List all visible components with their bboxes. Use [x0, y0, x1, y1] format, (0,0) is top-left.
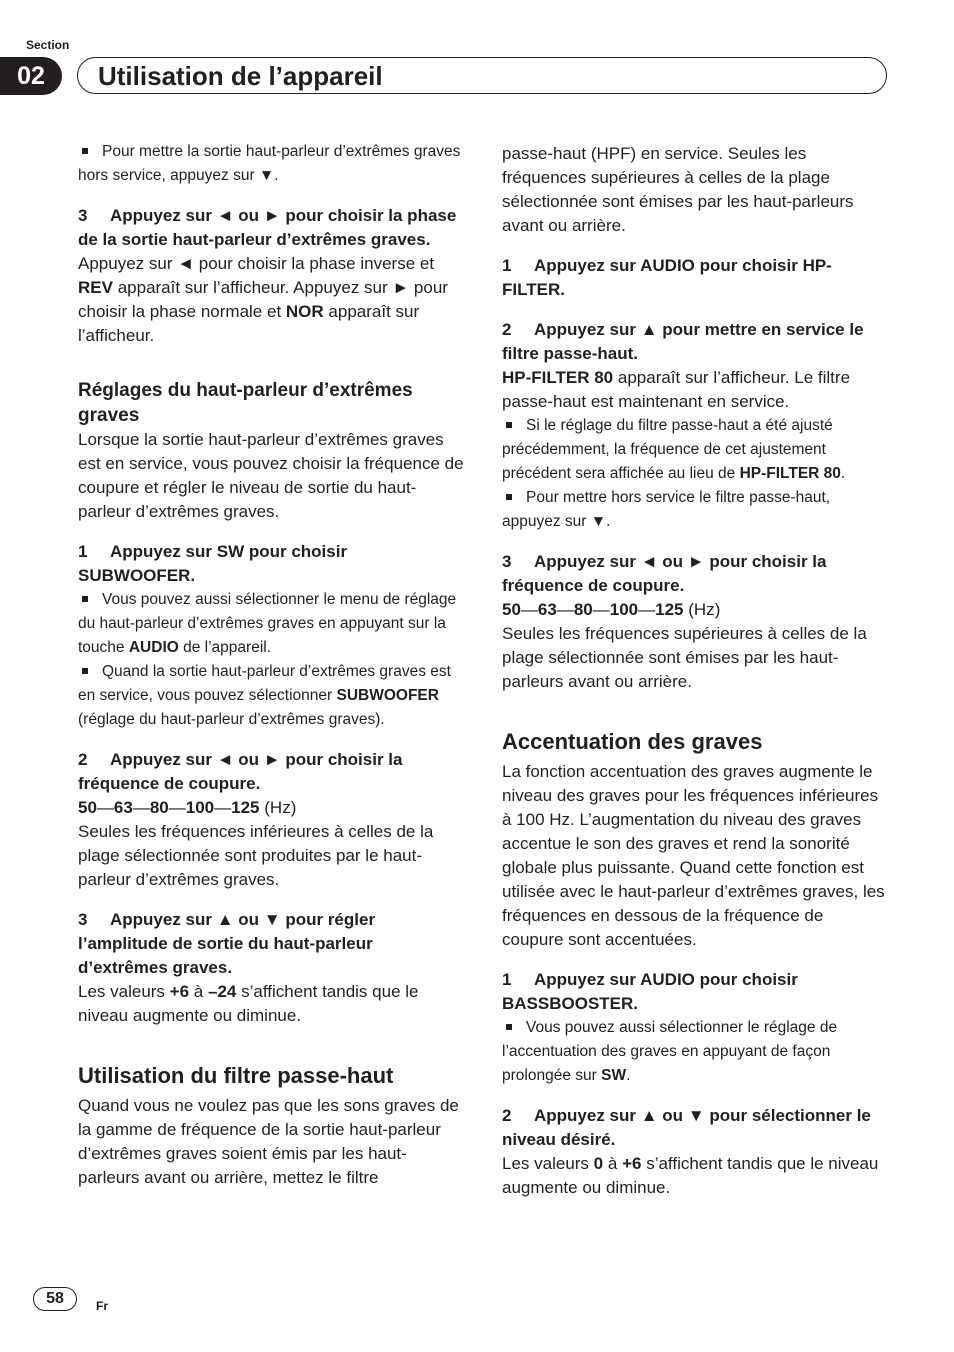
- step-3-cutoff: 3 Appuyez sur ◄ ou ► pour choisir la fréquence de coupure.: [502, 552, 827, 595]
- step-2-cutoff: 2 Appuyez sur ◄ ou ► pour choisir la fréquence de coupure.: [78, 750, 403, 793]
- step-2-bass-level: 2 Appuyez sur ▲ ou ▼ pour sélectionner le niveau désiré.: [502, 1106, 871, 1149]
- section-number: 02: [0, 57, 62, 95]
- step-2-hp-filter-on: 2 Appuyez sur ▲ pour mettre en service le filtre passe-haut.: [502, 320, 864, 363]
- right-column: [502, 142, 886, 1200]
- hpf-intro: Quand vous ne voulez pas que les sons graves de la gamme de fréquence de la sortie haut-parleur d’extrêmes graves soient émis par les haut-parleurs avant ou arrière, mettez le filtre: [78, 1096, 459, 1187]
- heading-high-pass-filter: Utilisation du filtre passe-haut: [78, 1063, 394, 1088]
- title-box: [77, 57, 887, 94]
- step-1-subwoofer: 1 Appuyez sur SW pour choisir SUBWOOFER.: [78, 542, 348, 585]
- step-1-hp-filter: 1 Appuyez sur AUDIO pour choisir HP-FILTER.: [502, 256, 832, 299]
- note-subwoofer-off: Pour mettre la sortie haut-parleur d’extrêmes graves hors service, appuyez sur ▼.: [78, 143, 461, 184]
- note-menu: Vous pouvez aussi sélectionner le menu de réglage du haut-parleur d’extrêmes graves en appuyant sur la touche AUDIO de l’appareil.: [78, 591, 457, 656]
- frequency-sequence: 50—63—80—100—125 (Hz): [78, 798, 297, 817]
- bullet-square-icon: [506, 494, 512, 500]
- bullet-square-icon: [82, 596, 88, 602]
- page-number: 58: [33, 1287, 77, 1311]
- frequency-description: Seules les fréquences inférieures à celles de la plage sélectionnée sont produites par le haut-parleur d’extrêmes graves.: [78, 822, 434, 889]
- note-hpf-off: Pour mettre hors service le filtre passe-haut, appuyez sur ▼.: [502, 489, 831, 530]
- note-subwoofer-select: Quand la sortie haut-parleur d’extrêmes graves est en service, vous pouvez sélectionner SUBWOOFER (réglage du haut-parleur d’extrêmes graves).: [78, 663, 451, 728]
- bullet-square-icon: [82, 148, 88, 154]
- section-label: Section: [26, 38, 70, 52]
- bullet-square-icon: [506, 422, 512, 428]
- page-title: Utilisation de l’appareil: [98, 61, 383, 91]
- frequency-sequence-hpf: 50—63—80—100—125 (Hz): [502, 600, 721, 619]
- subheading-subwoofer-settings: Réglages du haut-parleur d’extrêmes graves: [78, 380, 413, 426]
- bass-intro: La fonction accentuation des graves augmente le niveau des graves pour les fréquences inférieures à 100 Hz. L’augmentation du niveau des graves accentue le son des graves et rend la sonorité globale plus puissante. Quand cette fonction est utilisée avec le haut-parleur d’extrêmes graves, les fréquences en dessous de la fréquence de coupure sont accentuées.: [502, 762, 885, 949]
- step-1-bassbooster: 1 Appuyez sur AUDIO pour choisir BASSBOOSTER.: [502, 970, 798, 1013]
- bass-level-description: Les valeurs 0 à +6 s’affichent tandis que le niveau augmente ou diminue.: [502, 1154, 879, 1197]
- note-bass-sw: Vous pouvez aussi sélectionner le réglage de l’accentuation des graves en appuyant de façon prolongée sur SW.: [502, 1019, 838, 1084]
- bullet-square-icon: [506, 1024, 512, 1030]
- language-label: Fr: [96, 1299, 108, 1313]
- note-previous-setting: Si le réglage du filtre passe-haut a été ajusté précédemment, la fréquence de cet ajustement précédent sera affichée au lieu de HP-FILTER 80.: [502, 417, 846, 482]
- bullet-square-icon: [82, 668, 88, 674]
- hpf-on-description: HP-FILTER 80 apparaît sur l’afficheur. Le filtre passe-haut est maintenant en service.: [502, 368, 851, 411]
- subwoofer-intro: Lorsque la sortie haut-parleur d’extrêmes graves est en service, vous pouvez choisir la fréquence de coupure et régler le niveau de sortie du haut-parleur d’extrêmes graves.: [78, 430, 464, 521]
- heading-bass-booster: Accentuation des graves: [502, 729, 763, 754]
- hpf-intro-continued: passe-haut (HPF) en service. Seules les fréquences supérieures à celles de la plage sélectionnée sont émises par les haut-parleurs avant ou arrière.: [502, 144, 854, 235]
- level-description: Les valeurs +6 à –24 s’affichent tandis que le niveau augmente ou diminue.: [78, 982, 419, 1025]
- step-3-level: 3 Appuyez sur ▲ ou ▼ pour régler l’amplitude de sortie du haut-parleur d’extrêmes graves.: [78, 910, 376, 977]
- step-3-phase: 3 Appuyez sur ◄ ou ► pour choisir la phase de la sortie haut-parleur d’extrêmes graves.: [78, 206, 457, 249]
- left-column: [78, 140, 464, 1190]
- phase-description: Appuyez sur ◄ pour choisir la phase inverse et REV apparaît sur l’afficheur. Appuyez sur ► pour choisir la phase normale et NOR apparaît sur l’afficheur.: [78, 254, 448, 345]
- frequency-description-hpf: Seules les fréquences supérieures à celles de la plage sélectionnée sont émises par les haut-parleurs avant ou arrière.: [502, 624, 867, 691]
